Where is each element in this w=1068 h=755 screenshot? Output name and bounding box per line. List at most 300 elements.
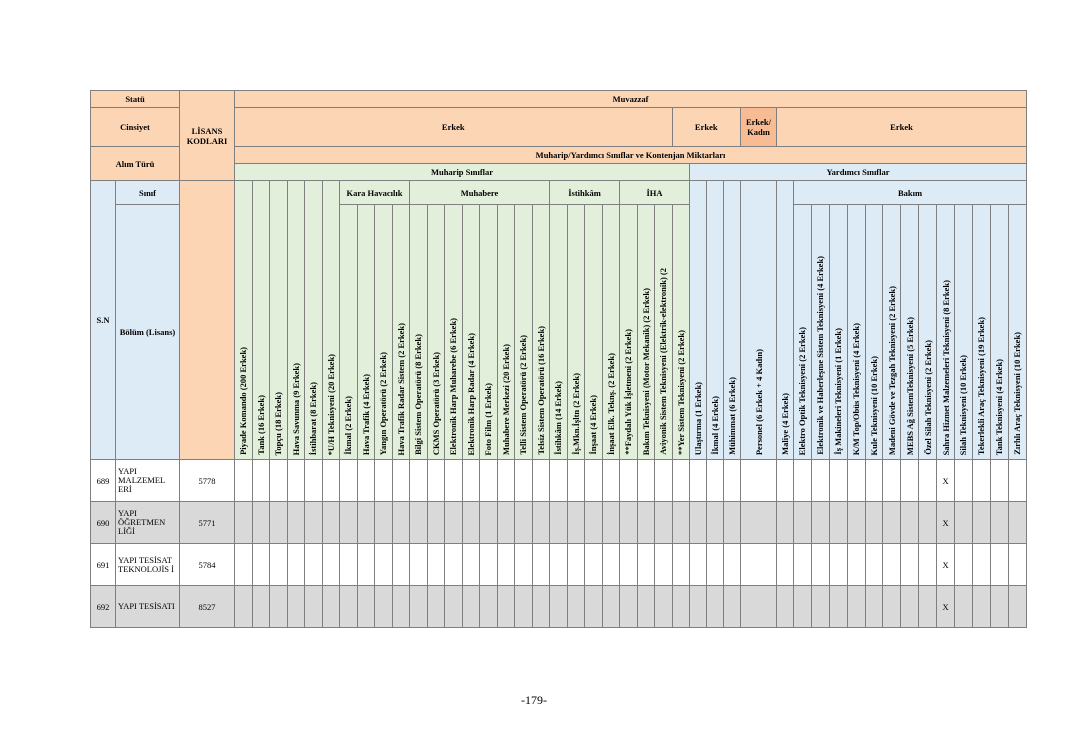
row-empty-cell — [392, 502, 410, 544]
class-column-header — [620, 205, 638, 460]
class-column-label: CKMS Operatörü (3 Erkek) — [430, 351, 441, 455]
istihkam-group: İstihkâm — [550, 181, 620, 205]
row-empty-cell — [620, 586, 638, 628]
row-mark-cell: X — [937, 502, 955, 544]
class-column-header — [322, 181, 340, 460]
row-sn: 691 — [91, 544, 116, 586]
class-column-header — [410, 205, 428, 460]
class-column-header — [937, 205, 955, 460]
row-empty-cell — [741, 460, 777, 502]
row-empty-cell — [340, 586, 358, 628]
row-empty-cell — [602, 586, 620, 628]
row-empty-cell — [620, 544, 638, 586]
row-empty-cell — [794, 586, 812, 628]
class-column-header — [707, 181, 724, 460]
class-column-header — [811, 205, 829, 460]
row-empty-cell — [550, 502, 568, 544]
class-column-header — [270, 181, 288, 460]
row-empty-cell — [287, 586, 305, 628]
row-empty-cell — [585, 460, 603, 502]
row-empty-cell — [497, 502, 515, 544]
row-sn: 689 — [91, 460, 116, 502]
row-empty-cell — [865, 460, 883, 502]
class-column-label: İstihbarat (8 Erkek) — [308, 381, 319, 455]
row-empty-cell — [990, 544, 1008, 586]
row-empty-cell — [462, 460, 480, 502]
row-empty-cell — [357, 544, 375, 586]
statu-label: Statü — [91, 91, 180, 108]
class-column-label: İnşaat Elk. Teknş. (2 Erkek) — [605, 352, 616, 455]
row-empty-cell — [567, 586, 585, 628]
class-column-header — [340, 205, 358, 460]
row-empty-cell — [270, 502, 288, 544]
row-empty-cell — [955, 460, 973, 502]
class-column-header — [357, 205, 375, 460]
row-empty-cell — [515, 502, 533, 544]
row-empty-cell — [955, 544, 973, 586]
row-bolum: YAPI MALZEMEL ERİ — [116, 460, 180, 502]
row-empty-cell — [883, 544, 901, 586]
row-empty-cell — [532, 460, 550, 502]
class-column-label: Elektronik Harp Muharebe (6 Erkek) — [448, 317, 459, 455]
class-column-header — [445, 205, 463, 460]
class-column-header — [515, 205, 533, 460]
row-empty-cell — [322, 460, 340, 502]
class-column-label: Telsiz Sistem Operatörü (16 Erkek) — [535, 326, 546, 455]
row-empty-cell — [497, 460, 515, 502]
class-column-header — [305, 181, 323, 460]
row-mark-cell: X — [937, 460, 955, 502]
row-lisans-kodu: 5771 — [180, 502, 235, 544]
row-empty-cell — [901, 544, 919, 586]
row-empty-cell — [532, 544, 550, 586]
row-empty-cell — [724, 460, 741, 502]
kara-havacilik-group: Kara Havacılık — [340, 181, 410, 205]
row-empty-cell — [322, 502, 340, 544]
row-empty-cell — [847, 544, 865, 586]
row-empty-cell — [1008, 460, 1026, 502]
row-empty-cell — [305, 502, 323, 544]
row-empty-cell — [392, 544, 410, 586]
class-column-label: Tank (16 Erkek) — [255, 395, 266, 455]
class-column-header — [497, 205, 515, 460]
row-empty-cell — [865, 544, 883, 586]
row-bolum: YAPI ÖĞRETMEN LİĞİ — [116, 502, 180, 544]
yardimci-siniflar-header: Yardımcı Sınıflar — [690, 164, 1027, 181]
class-column-label: Muhabere Merkezi (20 Erkek) — [500, 343, 511, 455]
row-empty-cell — [829, 460, 847, 502]
row-empty-cell — [340, 544, 358, 586]
class-column-label: İkmal (4 Erkek) — [710, 396, 720, 455]
class-column-header — [672, 205, 690, 460]
class-column-label: İş.Mkn.İşltn (2 Erkek) — [570, 373, 581, 455]
row-empty-cell — [305, 460, 323, 502]
row-empty-cell — [794, 544, 812, 586]
row-empty-cell — [410, 544, 428, 586]
class-column-label: **Faydalı Yük İşletmeni (2 Erkek) — [623, 329, 634, 455]
class-column-label: Foto Film (1 Erkek) — [483, 382, 494, 455]
row-empty-cell — [794, 460, 812, 502]
row-empty-cell — [901, 502, 919, 544]
row-empty-cell — [990, 502, 1008, 544]
row-empty-cell — [919, 544, 937, 586]
table-row — [91, 544, 1027, 586]
row-empty-cell — [811, 460, 829, 502]
table-row — [91, 502, 1027, 544]
row-empty-cell — [672, 586, 690, 628]
class-column-label: Elektronik ve Haberleşme Sistem Teknisyeni (4 Erkek) — [815, 256, 826, 455]
class-column-label: Telli Sistem Operatörü (2 Erkek) — [518, 335, 529, 455]
row-empty-cell — [672, 502, 690, 544]
row-empty-cell — [637, 586, 655, 628]
row-empty-cell — [497, 586, 515, 628]
class-column-label: Hava Trafik (4 Erkek) — [360, 373, 371, 455]
row-empty-cell — [990, 460, 1008, 502]
row-empty-cell — [707, 502, 724, 544]
class-column-label: Elektronik Harp Radar (4 Erkek) — [465, 332, 476, 455]
row-empty-cell — [990, 586, 1008, 628]
class-column-header — [990, 205, 1008, 460]
row-empty-cell — [883, 586, 901, 628]
row-empty-cell — [811, 544, 829, 586]
muharip-siniflar-header: Muharip Sınıflar — [235, 164, 690, 181]
class-column-header — [690, 181, 707, 460]
class-column-label: Hava Trafik Radar Sistem (2 Erkek) — [395, 322, 406, 455]
cinsiyet-erkek-destek: Erkek — [672, 108, 741, 147]
row-empty-cell — [690, 586, 707, 628]
class-column-label: Tekerlekli Araç Teknisyeni (19 Erkek) — [976, 316, 987, 455]
row-empty-cell — [287, 544, 305, 586]
class-column-label: Ulaştırma (1 Erkek) — [693, 381, 703, 455]
row-empty-cell — [724, 586, 741, 628]
muvazzaf-label: Muvazzaf — [235, 91, 1027, 108]
row-empty-cell — [427, 460, 445, 502]
row-empty-cell — [550, 460, 568, 502]
row-empty-cell — [305, 586, 323, 628]
class-column-label: Elektro Optik Teknisyeni (2 Erkek) — [797, 326, 808, 455]
class-column-header — [724, 181, 741, 460]
row-empty-cell — [480, 544, 498, 586]
row-lisans-kodu: 8527 — [180, 586, 235, 628]
row-empty-cell — [357, 502, 375, 544]
row-empty-cell — [741, 586, 777, 628]
bakim-group: Bakım — [794, 181, 1027, 205]
row-empty-cell — [462, 502, 480, 544]
row-empty-cell — [567, 460, 585, 502]
row-empty-cell — [252, 460, 270, 502]
class-column-label: Sahra Hizmet Malzemeleri Teknisyeni (8 Erkek) — [940, 279, 951, 455]
class-column-label: MEBS Ağ SistemTeknisyeni (5 Erkek) — [904, 316, 915, 455]
row-empty-cell — [480, 586, 498, 628]
class-column-header — [585, 205, 603, 460]
row-empty-cell — [883, 460, 901, 502]
row-empty-cell — [270, 544, 288, 586]
page-number: -179- — [521, 693, 547, 707]
row-empty-cell — [901, 586, 919, 628]
row-empty-cell — [672, 460, 690, 502]
row-empty-cell — [655, 460, 673, 502]
class-column-header — [741, 181, 777, 460]
row-empty-cell — [532, 586, 550, 628]
row-empty-cell — [637, 502, 655, 544]
row-empty-cell — [462, 586, 480, 628]
class-column-label: İş Makineleri Teknisyeni (1 Erkek) — [833, 328, 844, 455]
row-bolum: YAPI TESİSATI — [116, 586, 180, 628]
class-column-header — [919, 205, 937, 460]
row-empty-cell — [741, 502, 777, 544]
row-empty-cell — [322, 544, 340, 586]
row-empty-cell — [883, 502, 901, 544]
row-empty-cell — [602, 544, 620, 586]
row-empty-cell — [655, 586, 673, 628]
class-column-label: Piyade Komando (200 Erkek) — [238, 347, 249, 455]
class-column-label: *U/H Teknisyeni (20 Erkek) — [325, 353, 336, 455]
row-sn: 690 — [91, 502, 116, 544]
row-empty-cell — [811, 502, 829, 544]
row-empty-cell — [375, 586, 393, 628]
row-empty-cell — [690, 544, 707, 586]
lisans-kodlari-spacer — [180, 181, 235, 460]
row-empty-cell — [515, 586, 533, 628]
table-row — [91, 460, 1027, 502]
row-lisans-kodu: 5778 — [180, 460, 235, 502]
row-empty-cell — [375, 460, 393, 502]
row-empty-cell — [1008, 544, 1026, 586]
row-empty-cell — [637, 544, 655, 586]
class-column-header — [829, 205, 847, 460]
class-column-label: Maliye (4 Erkek) — [780, 393, 790, 455]
row-empty-cell — [445, 460, 463, 502]
class-column-label: İkmal (2 Erkek) — [343, 396, 354, 455]
cinsiyet-label: Cinsiyet — [91, 108, 180, 147]
row-empty-cell — [410, 460, 428, 502]
siniflar-title: Muharip/Yardımcı Sınıflar ve Kontenjan Miktarları — [235, 147, 1027, 164]
row-empty-cell — [794, 502, 812, 544]
class-column-label: İnşaat (4 Erkek) — [588, 395, 599, 455]
row-empty-cell — [901, 460, 919, 502]
row-empty-cell — [724, 502, 741, 544]
class-column-label: Zırhlı Araç Teknisyeni (10 Erkek) — [1012, 332, 1023, 455]
row-empty-cell — [357, 460, 375, 502]
row-empty-cell — [497, 544, 515, 586]
row-empty-cell — [287, 460, 305, 502]
row-empty-cell — [375, 544, 393, 586]
row-empty-cell — [252, 544, 270, 586]
row-empty-cell — [919, 502, 937, 544]
row-empty-cell — [445, 502, 463, 544]
class-column-header — [865, 205, 883, 460]
row-empty-cell — [637, 460, 655, 502]
class-column-header — [972, 205, 990, 460]
row-empty-cell — [777, 544, 794, 586]
row-empty-cell — [567, 502, 585, 544]
row-empty-cell — [829, 502, 847, 544]
row-empty-cell — [829, 586, 847, 628]
class-column-label: Madeni Gövde ve Tezgah Teknisyeni (2 Erkek) — [886, 285, 897, 455]
row-empty-cell — [427, 502, 445, 544]
sn-header: S.N — [91, 181, 116, 460]
class-column-label: Yangın Operatörü (2 Erkek) — [378, 351, 389, 455]
class-column-header — [777, 181, 794, 460]
class-column-header — [637, 205, 655, 460]
row-empty-cell — [707, 544, 724, 586]
row-empty-cell — [445, 586, 463, 628]
row-mark-cell: X — [937, 586, 955, 628]
row-empty-cell — [427, 586, 445, 628]
row-empty-cell — [620, 502, 638, 544]
row-empty-cell — [955, 502, 973, 544]
row-empty-cell — [252, 586, 270, 628]
row-empty-cell — [375, 502, 393, 544]
class-column-header — [480, 205, 498, 460]
row-empty-cell — [305, 544, 323, 586]
class-column-label: Özel Silah Teknisyeni (2 Erkek) — [922, 340, 933, 455]
alim-turu-label: Alım Türü — [91, 147, 180, 181]
row-empty-cell — [811, 586, 829, 628]
row-empty-cell — [690, 502, 707, 544]
row-empty-cell — [270, 460, 288, 502]
class-column-header — [847, 205, 865, 460]
row-empty-cell — [235, 460, 253, 502]
row-empty-cell — [919, 460, 937, 502]
class-column-label: Topçu (18 Erkek) — [273, 391, 284, 455]
class-column-label: Hava Savunma (9 Erkek) — [290, 362, 301, 455]
cinsiyet-erkek-kadin: Erkek/ Kadın — [741, 108, 777, 147]
class-column-label: **Yer Sistem Teknisyeni (2 Erkek) — [675, 330, 686, 455]
row-empty-cell — [287, 502, 305, 544]
class-column-header — [1008, 205, 1026, 460]
class-column-label: İstihkâm (14 Erkek) — [553, 381, 564, 455]
row-empty-cell — [567, 544, 585, 586]
class-column-header — [235, 181, 253, 460]
row-empty-cell — [865, 586, 883, 628]
class-column-header — [462, 205, 480, 460]
class-column-header — [427, 205, 445, 460]
row-empty-cell — [972, 544, 990, 586]
iha-group: İHA — [620, 181, 690, 205]
row-empty-cell — [724, 544, 741, 586]
row-empty-cell — [655, 502, 673, 544]
row-empty-cell — [602, 502, 620, 544]
class-column-label: K/M Top/Obüs Teknisyeni (4 Erkek) — [851, 322, 862, 455]
class-column-header — [287, 181, 305, 460]
class-column-header — [567, 205, 585, 460]
cinsiyet-erkek-bakim: Erkek — [777, 108, 1027, 147]
class-column-header — [392, 205, 410, 460]
row-empty-cell — [602, 460, 620, 502]
class-column-label: Silah Teknisyeni (10 Erkek) — [958, 354, 969, 455]
sinif-header: Sınıf — [116, 181, 180, 205]
row-empty-cell — [270, 586, 288, 628]
row-empty-cell — [235, 586, 253, 628]
row-empty-cell — [919, 586, 937, 628]
row-empty-cell — [847, 502, 865, 544]
row-empty-cell — [690, 460, 707, 502]
row-sn: 692 — [91, 586, 116, 628]
class-column-label: Aviyonik Sistem Teknisyeni (Elektrik-elektronik) (2 — [658, 268, 669, 455]
row-empty-cell — [707, 460, 724, 502]
quota-table — [90, 90, 1027, 628]
row-empty-cell — [741, 544, 777, 586]
row-empty-cell — [357, 586, 375, 628]
class-column-header — [955, 205, 973, 460]
class-column-label: Kule Teknisyeni (10 Erkek) — [869, 355, 879, 455]
row-empty-cell — [847, 460, 865, 502]
row-empty-cell — [972, 460, 990, 502]
row-empty-cell — [550, 544, 568, 586]
row-empty-cell — [777, 586, 794, 628]
row-empty-cell — [322, 586, 340, 628]
row-empty-cell — [655, 544, 673, 586]
lisans-kodlari-header: LİSANS KODLARI — [180, 91, 235, 181]
row-empty-cell — [672, 544, 690, 586]
class-column-label: Bilgi Sistem Operatörü (8 Erkek) — [413, 334, 424, 455]
row-empty-cell — [532, 502, 550, 544]
class-column-label: Mühimmat (6 Erkek) — [727, 377, 737, 455]
row-empty-cell — [340, 460, 358, 502]
class-column-header — [532, 205, 550, 460]
class-column-header — [655, 205, 673, 460]
class-column-header — [602, 205, 620, 460]
row-empty-cell — [252, 502, 270, 544]
row-empty-cell — [462, 544, 480, 586]
row-empty-cell — [392, 460, 410, 502]
row-empty-cell — [707, 586, 724, 628]
row-empty-cell — [1008, 586, 1026, 628]
row-empty-cell — [480, 460, 498, 502]
class-column-header — [550, 205, 568, 460]
row-empty-cell — [340, 502, 358, 544]
row-empty-cell — [392, 586, 410, 628]
row-empty-cell — [235, 502, 253, 544]
row-empty-cell — [847, 586, 865, 628]
row-empty-cell — [620, 460, 638, 502]
row-empty-cell — [777, 460, 794, 502]
muhabere-group: Muhabere — [410, 181, 550, 205]
class-column-header — [883, 205, 901, 460]
row-empty-cell — [972, 502, 990, 544]
row-empty-cell — [427, 544, 445, 586]
class-column-label: Personel (6 Erkek + 4 Kadın) — [753, 348, 764, 455]
row-empty-cell — [585, 586, 603, 628]
row-empty-cell — [515, 544, 533, 586]
row-mark-cell: X — [937, 544, 955, 586]
row-empty-cell — [829, 544, 847, 586]
row-empty-cell — [865, 502, 883, 544]
row-empty-cell — [972, 586, 990, 628]
row-empty-cell — [550, 586, 568, 628]
class-column-label: Tank Teknisyeni (4 Erkek) — [994, 358, 1005, 455]
row-empty-cell — [480, 502, 498, 544]
class-column-header — [252, 181, 270, 460]
row-empty-cell — [410, 586, 428, 628]
class-column-label: Bakım Teknisyeni (Motor Mekanik) (2 Erkek) — [640, 287, 651, 455]
class-column-header — [375, 205, 393, 460]
row-empty-cell — [235, 544, 253, 586]
row-empty-cell — [515, 460, 533, 502]
cinsiyet-erkek-muharip: Erkek — [235, 108, 673, 147]
class-column-header — [901, 205, 919, 460]
row-empty-cell — [410, 502, 428, 544]
class-column-header — [794, 205, 812, 460]
row-empty-cell — [1008, 502, 1026, 544]
row-empty-cell — [585, 544, 603, 586]
bolum-header: Bölüm (Lisans) — [116, 205, 180, 460]
row-bolum: YAPI TESİSAT TEKNOLOJİS İ — [116, 544, 180, 586]
row-lisans-kodu: 5784 — [180, 544, 235, 586]
row-empty-cell — [777, 502, 794, 544]
row-empty-cell — [445, 544, 463, 586]
